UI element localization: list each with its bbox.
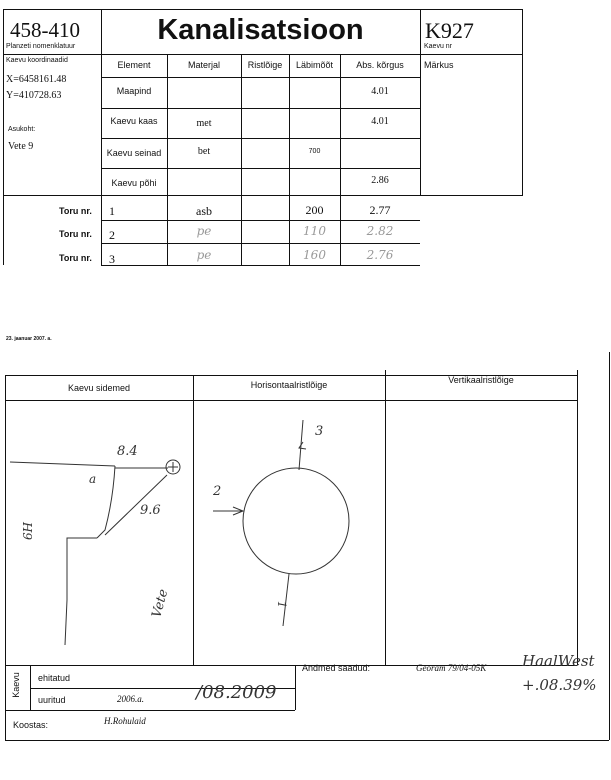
- surveyed-handwritten: /08.2009: [196, 682, 277, 703]
- pipe-number: 2: [109, 228, 115, 242]
- well-bottom: [420, 54, 523, 55]
- header-diameter: Läbimõõt: [295, 60, 334, 70]
- pipe-number: 3: [109, 252, 115, 266]
- pipe-label: Toru nr.: [59, 229, 92, 239]
- footer-top: [5, 665, 577, 666]
- right-border: [522, 9, 523, 195]
- pipe-number: 1: [109, 204, 115, 218]
- coord-x: X=6458161.48: [6, 74, 67, 85]
- surveyed-value: 2006.a.: [117, 694, 144, 704]
- pipe-diameter: 200: [305, 203, 324, 217]
- coords-label: Kaevu koordinaadid: [6, 57, 68, 64]
- sketch-pipe-top: 3: [315, 424, 324, 439]
- pipe-label: Toru nr.: [59, 206, 92, 216]
- sections-right: [577, 370, 578, 665]
- pipe-material: pe: [196, 224, 212, 238]
- page-title: Kanalisatsioon: [157, 14, 364, 46]
- sketch-dist1: 8.4: [117, 444, 138, 459]
- compiled-value: H.Rohulaid: [104, 716, 146, 726]
- row-material: met: [196, 118, 212, 129]
- row-line-1: [101, 108, 420, 109]
- row-line-2: [101, 138, 420, 139]
- pipe-material: pe: [196, 248, 212, 262]
- header-material: Materjal: [187, 60, 220, 70]
- well-label: Kaevu nr: [424, 43, 453, 50]
- section-sidemed: Kaevu sidemed: [67, 383, 131, 393]
- row-line-3: [101, 168, 420, 169]
- header-element: Element: [117, 60, 151, 70]
- pipe-line-3: [101, 265, 420, 266]
- sketch-pipe-left: 2: [213, 484, 222, 499]
- row-height: 4.01: [371, 116, 389, 127]
- data-value: Georam 79/04-05K: [416, 663, 487, 673]
- surveyed-label: uuritud: [38, 695, 66, 705]
- footer-row-line-2: [5, 710, 295, 711]
- top-border: [3, 9, 523, 10]
- sketch-pipe-bottom: 1: [275, 601, 288, 608]
- table-header-bottom: [101, 77, 420, 78]
- footer-col-line: [30, 665, 31, 710]
- pipe-height: 2.76: [366, 248, 394, 262]
- section-sep-2: [385, 370, 386, 665]
- pipe-line-2: [101, 243, 420, 244]
- planset-label: Planzeti nomenklatuur: [6, 43, 76, 50]
- header-cross: Ristlõige: [247, 60, 283, 70]
- col-sep-right: [420, 9, 421, 195]
- planset-number: 458-410: [10, 18, 80, 42]
- sketch-dist2: 9.6: [140, 503, 161, 518]
- section-vertikaal: Vertikaalristlõige: [448, 375, 514, 385]
- pipe-height: 2.82: [366, 224, 394, 238]
- compiled-label: Koostas:: [13, 720, 49, 730]
- sketch-house-label: Vete: [149, 587, 172, 620]
- row-element: Kaevu põhi: [111, 178, 157, 188]
- header-height: Abs. kõrgus: [356, 60, 404, 70]
- well-number: K927: [425, 18, 474, 43]
- signature-note: HaalWest: [522, 652, 595, 670]
- pipe-line-1: [101, 220, 420, 221]
- col-line-2: [241, 54, 242, 265]
- planset-bottom: [3, 54, 101, 55]
- signature-date: +.08.39%: [522, 676, 597, 694]
- pipe-diameter: 160: [303, 248, 326, 262]
- col-sep-left: [101, 9, 102, 265]
- header-remark: Märkus: [424, 60, 454, 70]
- row-height: 4.01: [371, 86, 389, 97]
- row-element: Kaevu kaas: [110, 116, 158, 126]
- horisontaal-sketch: [193, 400, 385, 665]
- page-right-edge: [609, 352, 610, 740]
- location-label: Asukoht:: [8, 126, 36, 133]
- row-element: Maapind: [116, 86, 152, 96]
- coord-y: Y=410728.63: [6, 90, 62, 101]
- data-label: Andmed saadud:: [302, 663, 371, 673]
- footer-side-label: Kaevu: [10, 672, 21, 698]
- sketch-letter-a: a: [89, 472, 97, 486]
- sketch-side-label: H9: [20, 521, 35, 541]
- pipe-label: Toru nr.: [59, 253, 92, 263]
- location-value: Vete 9: [8, 141, 34, 152]
- pipe-diameter: 110: [303, 224, 326, 238]
- footer-mid-line: [295, 665, 296, 710]
- pipe-material: asb: [196, 204, 212, 218]
- pipe-height: 2.77: [369, 203, 391, 217]
- row-material: bet: [197, 146, 211, 157]
- left-border: [3, 9, 4, 265]
- form-bottom-border: [3, 195, 523, 196]
- table-top: [101, 54, 420, 55]
- section-horisontaal: Horisontaalristlõige: [250, 380, 328, 390]
- row-height: 2.86: [371, 175, 389, 186]
- date-stamp: 23. jaanuar 2007. a.: [6, 336, 52, 342]
- built-label: ehitatud: [38, 673, 71, 683]
- row-diameter: 700: [308, 148, 321, 155]
- row-element: Kaevu seinad: [106, 148, 162, 158]
- footer-bottom: [5, 740, 609, 741]
